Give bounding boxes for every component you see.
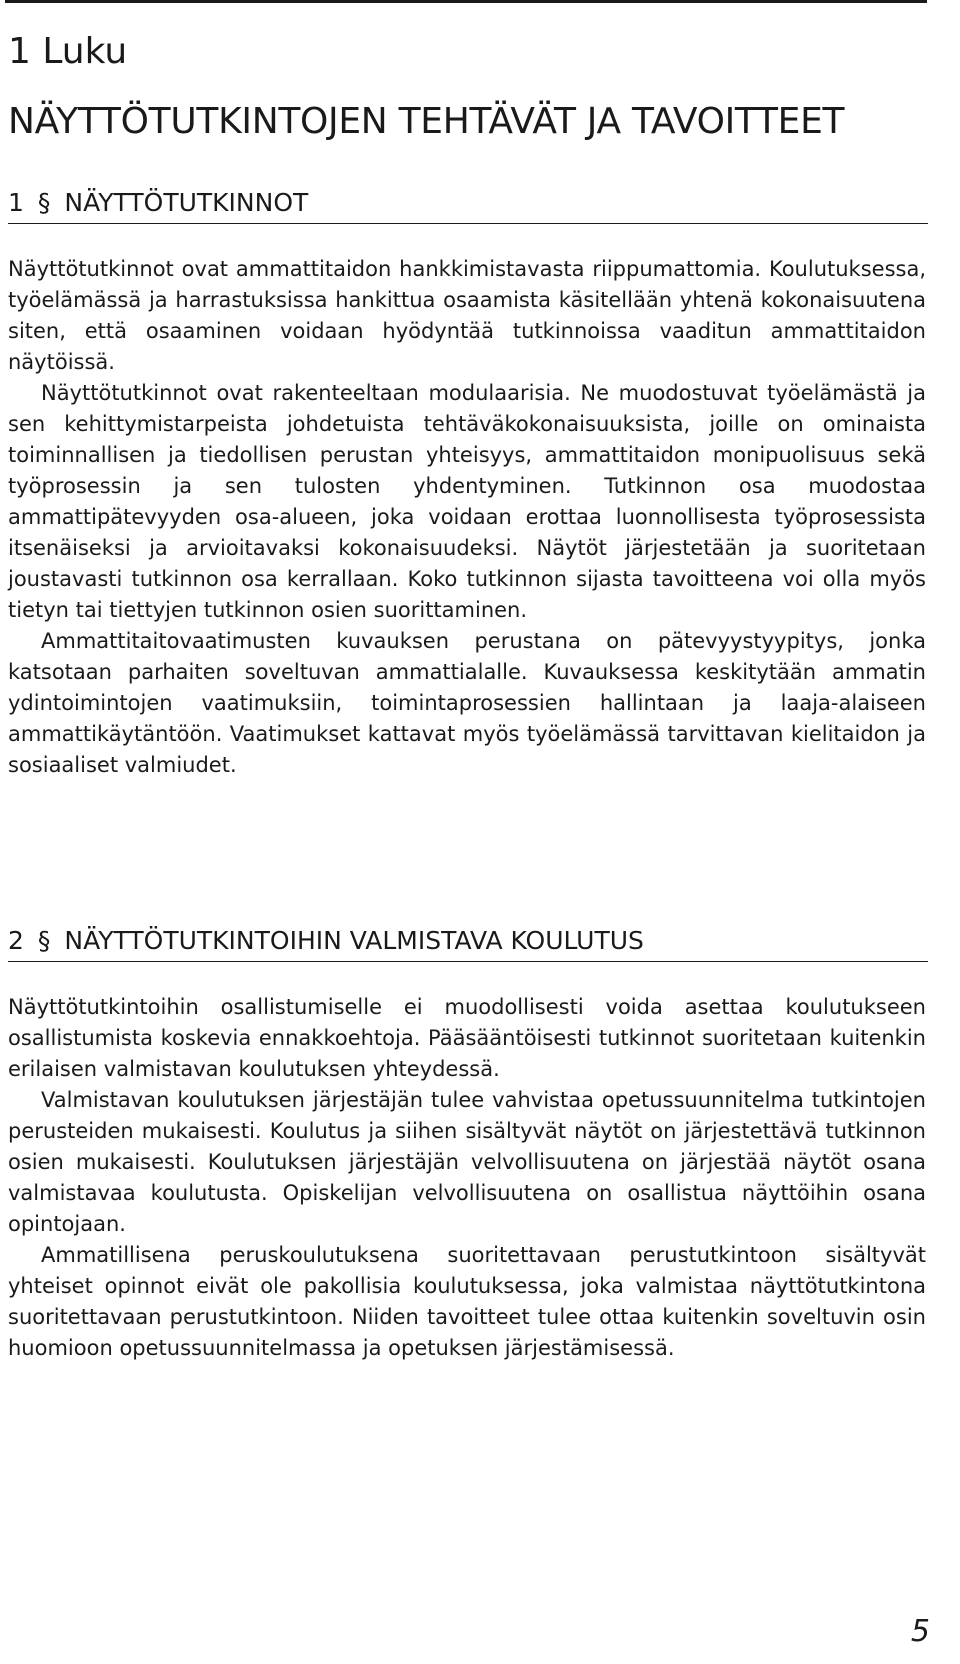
section-heading [8, 186, 928, 224]
section-heading [8, 924, 928, 962]
chapter-label: 1 Luku [8, 31, 128, 72]
chapter-title: NÄYTTÖTUTKINTOJEN TEHTÄVÄT JA TAVOITTEET [8, 101, 845, 142]
paragraph: Valmistavan koulutuksen järjestäjän tulee vahvistaa opetussuunnitelma tutkintojen perusteiden mukaisesti. Koulutus ja siihen sisältyvät näytöt on järjestettävä tutkinnon osien mukaisesti. Koulutuksen järjestäjän velvollisuutena on järjestää näytöt osana valmistavaa koulutusta. Opiskelijan velvollisuutena on osallistua näyttöihin osana opintojaan. [8, 1088, 926, 1236]
section-symbol: § [37, 188, 51, 217]
section-title: NÄYTTÖTUTKINNOT [64, 188, 309, 217]
paragraph: Ammatillisena peruskoulutuksena suoritettavaan perustutkintoon sisältyvät yhteiset opinnot eivät ole pakollisia koulutuksessa, joka valmistaa näyttötutkintona suoritettavaan perustutkintoon. Niiden tavoitteet tulee ottaa kuitenkin soveltuvin osin huomioon opetussuunnitelmassa ja opetuksen järjestämisessä. [8, 1243, 926, 1360]
paragraph: Näyttötutkinnot ovat ammattitaidon hankkimistavasta riippumattomia. Koulutuksessa, työelämässä ja harrastuksissa hankittua osaamista käsitellään yhtenä kokonaisuutena siten, että osaaminen voidaan hyödyntää tutkinnoissa vaaditun ammattitaidon näytöissä. [8, 257, 926, 374]
section-number: 2 [8, 926, 24, 955]
page-number: 5 [910, 1614, 930, 1649]
section-symbol: § [37, 926, 51, 955]
top-rule [5, 0, 927, 3]
section-number: 1 [8, 188, 24, 217]
paragraph: Näyttötutkintoihin osallistumiselle ei muodollisesti voida asettaa koulutukseen osallistumista koskevia ennakkoehtoja. Pääsääntöisesti tutkinnot suoritetaan kuitenkin erilaisen valmistavan koulutuksen yhteydessä. [8, 995, 926, 1081]
paragraph: Ammattitaitovaatimusten kuvauksen perustana on pätevyystyypitys, jonka katsotaan parhaiten soveltuvan ammattialalle. Kuvauksessa keskitytään ammatin ydintoimintojen vaatimuksiin, toimintaprosessien hallintaan ja laaja-alaiseen ammattikäytäntöön. Vaatimukset kattavat myös työelämässä tarvittavan kielitaidon ja sosiaaliset valmiudet. [8, 629, 926, 777]
section-title: NÄYTTÖTUTKINTOIHIN VALMISTAVA KOULUTUS [64, 926, 644, 955]
section-body [8, 254, 926, 781]
section-body [8, 992, 926, 1364]
paragraph: Näyttötutkinnot ovat rakenteeltaan modulaarisia. Ne muodostuvat työelämästä ja sen kehittymistarpeista johdetuista tehtäväkokonaisuuksista, joille on ominaista toiminnallisen ja tiedollisen perustan yhteisyys, ammattitaidon monipuolisuus sekä työprosessin ja sen tulosten yhdentyminen. Tutkinnon osa muodostaa ammattipätevyyden osa-alueen, joka voidaan erottaa luonnollisesta työprosessista itsenäiseksi ja arvioitavaksi kokonaisuudeksi. Näytöt järjestetään ja suoritetaan joustavasti tutkinnon osa kerrallaan. Koko tutkinnon sijasta tavoitteena voi olla myös tietyn tai tiettyjen tutkinnon osien suorittaminen. [8, 381, 926, 622]
